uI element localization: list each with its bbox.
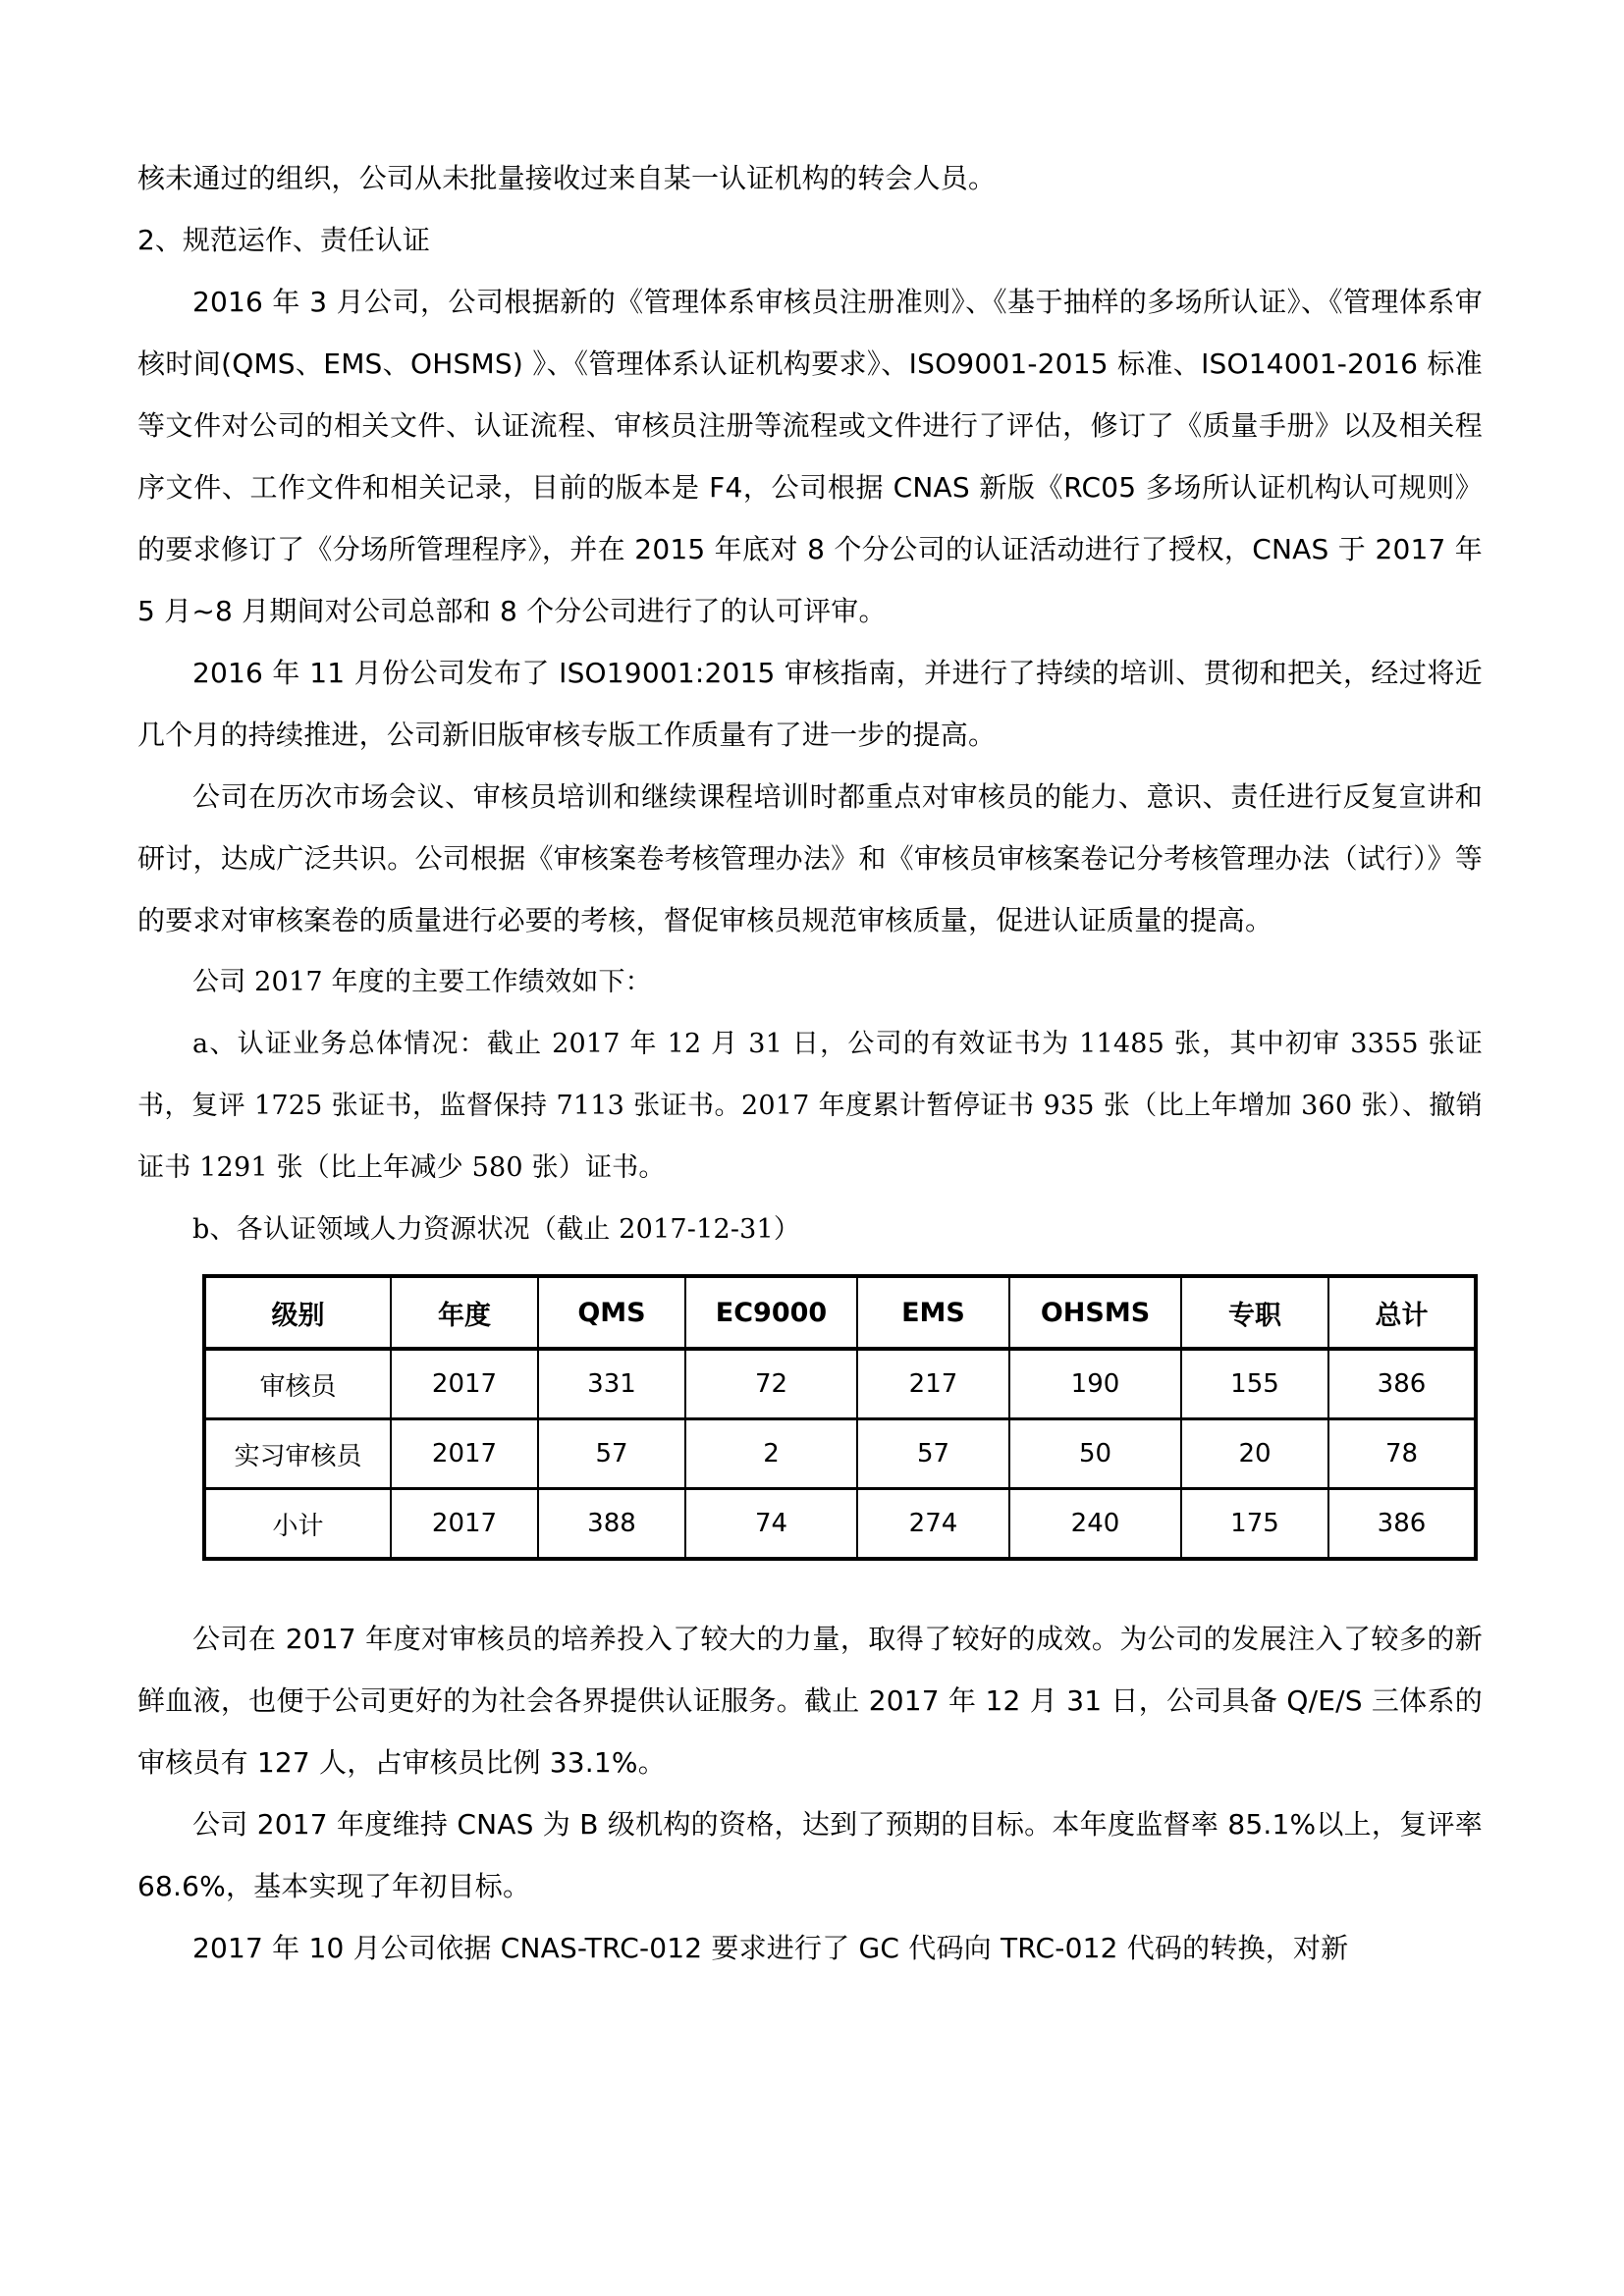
cell-ec9000: 2 (685, 1419, 857, 1489)
cell-ohsms: 50 (1009, 1419, 1181, 1489)
cell-year: 2017 (391, 1489, 538, 1560)
cell-total: 386 (1328, 1489, 1476, 1560)
cell-level: 小计 (204, 1489, 391, 1560)
column-header-ems: EMS (857, 1276, 1009, 1349)
cell-ohsms: 190 (1009, 1349, 1181, 1419)
cell-level: 实习审核员 (204, 1419, 391, 1489)
table-row (204, 1419, 1476, 1489)
column-header-ohsms: OHSMS (1009, 1276, 1181, 1349)
paragraph-trc-012-conversion: 2017 年 10 月公司依据 CNAS-TRC-012 要求进行了 GC 代码向 TRC-012 代码的转换，对新 (192, 1932, 1349, 1964)
column-header-total: 总计 (1328, 1276, 1476, 1349)
paragraph-continued-line: 核未通过的组织，公司从未批量接收过来自某一认证机构的转会人员。 (137, 162, 997, 194)
cell-qms: 57 (538, 1419, 685, 1489)
table-header-row (204, 1276, 1476, 1349)
paragraph-performance-intro: 公司 2017 年度的主要工作绩效如下： (192, 967, 652, 997)
table-row (204, 1489, 1476, 1560)
cell-total: 78 (1328, 1419, 1476, 1489)
column-header-fulltime: 专职 (1181, 1276, 1328, 1349)
table-row (204, 1349, 1476, 1419)
column-header-level: 级别 (204, 1276, 391, 1349)
cell-fulltime: 155 (1181, 1349, 1328, 1419)
cell-ec9000: 74 (685, 1489, 857, 1560)
hr-resources-table (202, 1274, 1478, 1561)
cell-level: 审核员 (204, 1349, 391, 1419)
table-bottom-spacer (137, 1561, 1483, 1608)
cell-ohsms: 240 (1009, 1489, 1181, 1560)
cell-fulltime: 175 (1181, 1489, 1328, 1560)
cell-year: 2017 (391, 1349, 538, 1419)
cell-ec9000: 72 (685, 1349, 857, 1419)
paragraph-cnas-b-grade: 公司 2017 年度维持 CNAS 为 B 级机构的资格，达到了预期的目标。本年度监督率 85.1%以上，复评率 68.6%，基本实现了年初目标。 (137, 1808, 1483, 1902)
cell-ems: 217 (857, 1349, 1009, 1419)
paragraph-training-investment: 公司在 2017 年度对审核员的培养投入了较大的力量，取得了较好的成效。为公司的发展注入了较多的新鲜血液，也便于公司更好的为社会各界提供认证服务。截止 2017 年 12 月 31 日，公司具备 Q/E/S 三体系的审核员有 127 人，占审核员比例 33.1%。 (137, 1623, 1483, 1779)
cell-ems: 57 (857, 1419, 1009, 1489)
paragraph-item-a-certificates: a、认证业务总体情况：截止 2017 年 12 月 31 日，公司的有效证书为 11485 张，其中初审 3355 张证书，复评 1725 张证书，监督保持 7113 张证书。2017 年度累计暂停证书 935 张（比上年增加 360 张）、撤销证书 1291 张（比上年减少 580 张）证书。 (137, 1029, 1483, 1183)
cell-ems: 274 (857, 1489, 1009, 1560)
cell-qms: 331 (538, 1349, 685, 1419)
page-content (137, 147, 1483, 1979)
hr-table-container (137, 1274, 1483, 1561)
cell-total: 386 (1328, 1349, 1476, 1419)
column-header-qms: QMS (538, 1276, 685, 1349)
paragraph-item-b-hr-status: b、各认证领域人力资源状况（截止 2017-12-31） (192, 1214, 801, 1245)
column-header-year: 年度 (391, 1276, 538, 1349)
paragraph-market-meetings-training: 公司在历次市场会议、审核员培训和继续课程培训时都重点对审核员的能力、意识、责任进行反复宣讲和研讨，达成广泛共识。公司根据《审核案卷考核管理办法》和《审核员审核案卷记分考核管理办法（试行）》等的要求对审核案卷的质量进行必要的考核，督促审核员规范审核质量，促进认证质量的提高。 (137, 780, 1483, 936)
cell-fulltime: 20 (1181, 1419, 1328, 1489)
paragraph-2016-november-guide: 2016 年 11 月份公司发布了 ISO19001:2015 审核指南，并进行了持续的培训、贯彻和把关，经过将近几个月的持续推进，公司新旧版审核专版工作质量有了进一步的提高。 (137, 657, 1483, 751)
cell-qms: 388 (538, 1489, 685, 1560)
paragraph-2016-march-standards: 2016 年 3 月公司，公司根据新的《管理体系审核员注册准则》、《基于抽样的多场所认证》、《管理体系审核时间(QMS、EMS、OHSMS) 》、《管理体系认证机构要求》、ISO9001-2015 标准、ISO14001-2016 标准等文件对公司的相关文件、认证流程、审核员注册等流程或文件进行了评估，修订了《质量手册》以及相关程序文件、工作文件和相关记录，目前的版本是 F4，公司根据 CNAS 新版《RC05 多场所认证机构认可规则》的要求修订了《分场所管理程序》，并在 2015 年底对 8 个分公司的认证活动进行了授权，CNAS 于 2017 年 5 月~8 月期间对公司总部和 8 个分公司进行了的认可评审。 (137, 286, 1483, 627)
column-header-ec9000: EC9000 (685, 1276, 857, 1349)
section-heading-2: 2、规范运作、责任认证 (137, 224, 430, 256)
cell-year: 2017 (391, 1419, 538, 1489)
